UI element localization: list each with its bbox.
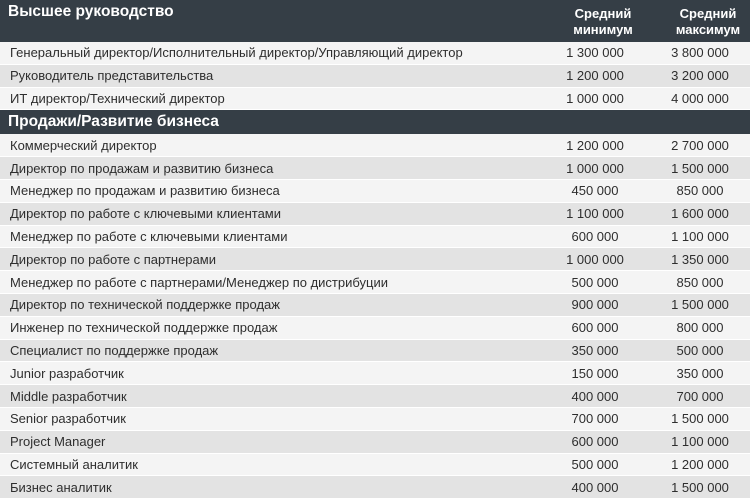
salary-max: 1 500 000 (671, 160, 729, 176)
salary-min: 1 000 000 (566, 160, 624, 176)
salary-min: 1 000 000 (566, 90, 624, 106)
position-name: Специалист по поддержке продаж (10, 342, 219, 358)
position-name: Middle разработчик (10, 388, 127, 404)
section-title-sales: Продажи/Развитие бизнеса (8, 113, 219, 131)
row-edge (750, 65, 755, 87)
salary-min: 150 000 (571, 365, 619, 381)
row-edge (750, 362, 755, 384)
salary-min: 1 100 000 (566, 206, 624, 222)
salary-max: 1 350 000 (671, 251, 729, 267)
salary-min: 600 000 (571, 320, 619, 336)
salary-max: 1 600 000 (671, 206, 729, 222)
management-rows (0, 42, 755, 110)
salary-min: 600 000 (571, 434, 619, 450)
table-row (0, 317, 755, 340)
section-header-sales (0, 110, 755, 134)
salary-max: 1 500 000 (671, 411, 729, 427)
table-row (0, 42, 755, 65)
header-row (0, 0, 755, 42)
table-row (0, 340, 755, 363)
position-name: Коммерческий директор (10, 137, 157, 153)
salary-max: 1 200 000 (671, 456, 729, 472)
position-name: Junior разработчик (10, 365, 124, 381)
salary-min: 900 000 (571, 297, 619, 313)
row-edge (750, 134, 755, 156)
salary-min: 1 200 000 (566, 68, 624, 84)
table-row (0, 88, 755, 111)
table-row (0, 203, 755, 226)
position-name: Менеджер по продажам и развитию бизнеса (10, 183, 280, 199)
salary-max: 1 500 000 (671, 297, 729, 313)
row-edge (750, 408, 755, 430)
table-row (0, 271, 755, 294)
salary-max: 1 100 000 (671, 228, 729, 244)
table-row (0, 362, 755, 385)
salary-min: 350 000 (571, 342, 619, 358)
table-row (0, 180, 755, 203)
column-header-max: Средний максимум (675, 6, 741, 37)
salary-min: 400 000 (571, 479, 619, 495)
position-name: Инженер по технической поддержке продаж (10, 320, 278, 336)
position-name: Системный аналитик (10, 456, 138, 472)
salary-max: 1 500 000 (671, 479, 729, 495)
row-edge (750, 271, 755, 293)
position-name: Генеральный директор/Исполнительный директор/Управляющий директор (10, 45, 463, 61)
salary-max: 700 000 (676, 388, 724, 404)
position-name: Project Manager (10, 434, 106, 450)
salary-min: 400 000 (571, 388, 619, 404)
salary-max: 1 100 000 (671, 434, 729, 450)
salary-max: 500 000 (676, 342, 724, 358)
section-title-management: Высшее руководство (8, 3, 174, 20)
salary-min: 1 300 000 (566, 45, 624, 61)
salary-max: 4 000 000 (671, 90, 729, 106)
row-edge (750, 88, 755, 110)
sales-rows (0, 134, 755, 499)
salary-max: 850 000 (676, 274, 724, 290)
position-name: Директор по работе с партнерами (10, 251, 216, 267)
table-row (0, 157, 755, 180)
position-name: Директор по технической поддержке продаж (10, 297, 280, 313)
row-edge (750, 454, 755, 476)
table-row (0, 226, 755, 249)
column-header-min: Средний минимум (573, 6, 633, 37)
row-edge (750, 226, 755, 248)
row-edge (750, 431, 755, 453)
salary-min: 500 000 (571, 456, 619, 472)
salary-min: 1 000 000 (566, 251, 624, 267)
salary-max: 350 000 (676, 365, 724, 381)
position-name: Менеджер по работе с партнерами/Менеджер по дистрибуции (10, 274, 389, 290)
salary-min: 1 200 000 (566, 137, 624, 153)
table-row (0, 294, 755, 317)
position-name: Бизнес аналитик (10, 479, 112, 495)
row-edge (750, 180, 755, 202)
row-edge (750, 157, 755, 179)
row-edge (750, 317, 755, 339)
table-row (0, 408, 755, 431)
position-name: Руководитель представительства (10, 68, 214, 84)
row-edge (750, 203, 755, 225)
position-name: ИТ директор/Технический директор (10, 90, 225, 106)
salary-max: 3 800 000 (671, 45, 729, 61)
row-edge (750, 42, 755, 64)
position-name: Директор по продажам и развитию бизнеса (10, 160, 274, 176)
salary-max: 850 000 (676, 183, 724, 199)
table-row (0, 65, 755, 88)
table-row (0, 134, 755, 157)
row-edge (750, 248, 755, 270)
table-row (0, 385, 755, 408)
salary-min: 700 000 (571, 411, 619, 427)
row-edge (750, 294, 755, 316)
row-edge (750, 385, 755, 407)
row-edge (750, 476, 755, 498)
salary-max: 2 700 000 (671, 137, 729, 153)
salary-min: 450 000 (571, 183, 619, 199)
salary-min: 500 000 (571, 274, 619, 290)
salary-max: 800 000 (676, 320, 724, 336)
salary-min: 600 000 (571, 228, 619, 244)
position-name: Директор по работе с ключевыми клиентами (10, 206, 282, 222)
salary-max: 3 200 000 (671, 68, 729, 84)
row-edge (750, 340, 755, 362)
table-row (0, 431, 755, 454)
table-row (0, 454, 755, 477)
position-name: Senior разработчик (10, 411, 126, 427)
table-row (0, 248, 755, 271)
position-name: Менеджер по работе с ключевыми клиентами (10, 228, 288, 244)
